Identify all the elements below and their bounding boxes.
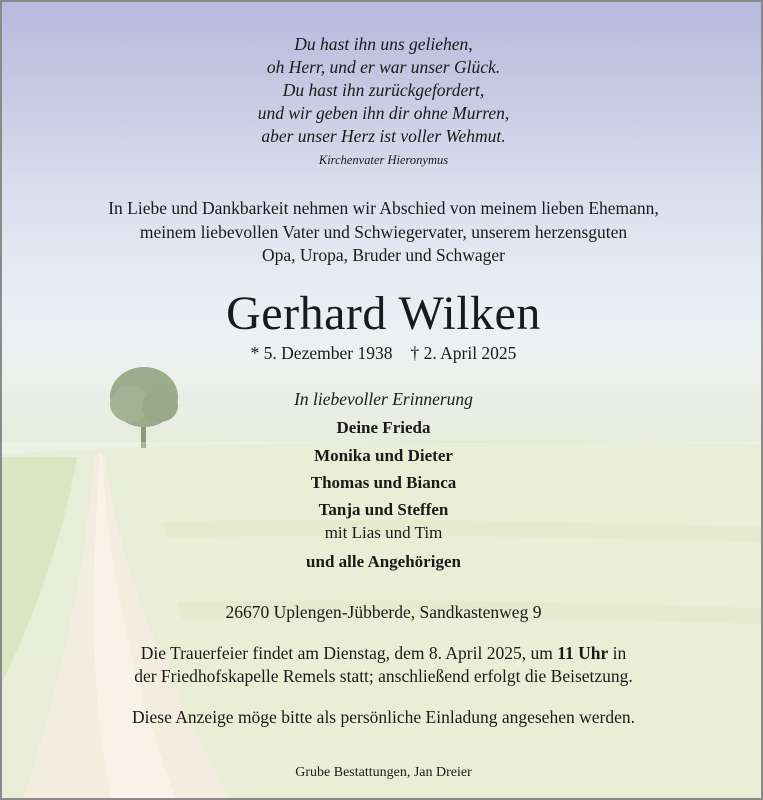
- funeral-text-end: in: [608, 643, 627, 663]
- death-date: † 2. April 2025: [410, 343, 517, 363]
- funeral-text: Die Trauerfeier findet am Dienstag, dem 8. April 2025, um: [140, 643, 558, 663]
- deceased-name: Gerhard Wilken: [226, 287, 541, 340]
- intro-line: Opa, Uropa, Bruder und Schwager: [262, 245, 505, 265]
- mourner-line: Monika und Dieter: [314, 446, 453, 465]
- quote-line: und wir geben ihn dir ohne Murren,: [257, 103, 510, 123]
- mourner-line: Deine Frieda: [336, 418, 431, 437]
- intro-line: meinem liebevollen Vater und Schwiegervater, unserem herzensguten: [139, 222, 628, 242]
- mourner-line: Tanja und Steffen: [318, 500, 449, 519]
- mourner-subline: mit Lias und Tim: [324, 523, 443, 542]
- quote-line: Du hast ihn uns geliehen,: [294, 34, 473, 54]
- birth-date: * 5. Dezember 1938: [250, 343, 393, 363]
- funeral-line: [2, 643, 763, 664]
- obituary-text: [2, 2, 763, 800]
- invitation-note: Diese Anzeige möge bitte als persönliche Einladung angesehen werden.: [132, 707, 635, 727]
- quote-line: Du hast ihn zurückgefordert,: [282, 80, 485, 100]
- funeral-line: der Friedhofskapelle Remels statt; anschließend erfolgt die Beisetzung.: [134, 666, 633, 686]
- mourners-closing: und alle Angehörigen: [306, 552, 461, 571]
- intro-line: In Liebe und Dankbarkeit nehmen wir Abschied von meinem lieben Ehemann,: [108, 198, 659, 218]
- quote-author: Kirchenvater Hieronymus: [318, 153, 449, 167]
- life-dates: [2, 343, 763, 364]
- funeral-time: 11 Uhr: [557, 643, 609, 663]
- address: 26670 Uplengen-Jübberde, Sandkastenweg 9: [225, 602, 542, 622]
- funeral-home: Grube Bestattungen, Jan Dreier: [295, 765, 472, 780]
- quote-line: aber unser Herz ist voller Wehmut.: [261, 126, 506, 146]
- mourner-line: Thomas und Bianca: [310, 473, 457, 492]
- memory-heading: In liebevoller Erinnerung: [294, 389, 473, 409]
- quote-line: oh Herr, und er war unser Glück.: [266, 57, 501, 77]
